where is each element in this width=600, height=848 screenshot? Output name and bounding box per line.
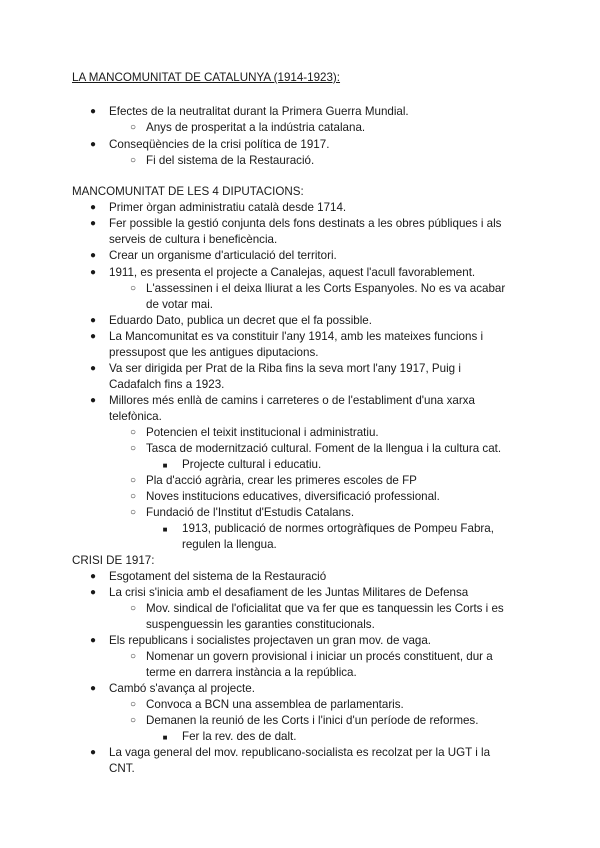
list-item: 1911, es presenta el projecte a Canalejas, aquest l'acull favorablement. — [109, 266, 476, 279]
bullet-disc: ● — [89, 106, 97, 117]
bullet-disc: ● — [89, 202, 97, 213]
page-title: LA MANCOMUNITAT DE CATALUNYA (1914-1923): — [72, 71, 341, 84]
bullet-circle: ○ — [129, 507, 137, 518]
bullet-disc: ● — [89, 395, 97, 406]
list-item-continuation: Cadafalch fins a 1923. — [109, 378, 225, 391]
bullet-disc: ● — [89, 587, 97, 598]
list-item: Projecte cultural i educatiu. — [182, 458, 322, 471]
bullet-disc: ● — [89, 218, 97, 229]
bullet-square: ■ — [162, 461, 168, 470]
bullet-circle: ○ — [129, 651, 137, 662]
list-item: Anys de prosperitat a la indústria catalana. — [146, 121, 366, 134]
list-item-continuation: de votar mai. — [146, 298, 214, 311]
bullet-disc: ● — [89, 571, 97, 582]
bullet-square: ■ — [162, 525, 168, 534]
list-item: Cambó s'avança al projecte. — [109, 682, 255, 695]
bullet-disc: ● — [89, 250, 97, 261]
list-item: Tasca de modernització cultural. Foment de la llengua i la cultura cat. — [146, 442, 502, 455]
list-item: Primer òrgan administratiu català desde 1714. — [109, 201, 347, 214]
list-item: Fi del sistema de la Restauració. — [146, 154, 315, 167]
list-item: Esgotament del sistema de la Restauració — [109, 570, 327, 583]
list-item: Crear un organisme d'articulació del territori. — [109, 249, 337, 262]
list-item-continuation: pressupost que les antigues diputacions. — [109, 346, 319, 359]
list-item: Fer la rev. des de dalt. — [182, 730, 297, 743]
bullet-circle: ○ — [129, 122, 137, 133]
bullet-disc: ● — [89, 363, 97, 374]
bullet-disc: ● — [89, 267, 97, 278]
list-item: Noves institucions educatives, diversificació professional. — [146, 490, 440, 503]
list-item: La crisi s'inicia amb el desafiament de les Juntas Militares de Defensa — [109, 586, 469, 599]
list-item: Millores més enllà de camins i carreteres o de l'establiment d'una xarxa — [109, 394, 475, 407]
section-title: MANCOMUNITAT DE LES 4 DIPUTACIONS: — [72, 185, 304, 198]
list-item-continuation: telefònica. — [109, 410, 162, 423]
list-item: Efectes de la neutralitat durant la Primera Guerra Mundial. — [109, 105, 409, 118]
list-item-continuation: serveis de cultura i beneficència. — [109, 233, 278, 246]
list-item: La Mancomunitat es va constituir l'any 1914, amb les mateixes funcions i — [109, 330, 484, 343]
list-item: 1913, publicació de normes ortogràfiques de Pompeu Fabra, — [182, 522, 494, 535]
bullet-circle: ○ — [129, 155, 137, 166]
bullet-disc: ● — [89, 315, 97, 326]
list-item: Nomenar un govern provisional i iniciar un procés constituent, dur a — [146, 650, 493, 663]
list-item-continuation: CNT. — [109, 762, 135, 775]
bullet-circle: ○ — [129, 283, 137, 294]
bullet-disc: ● — [89, 139, 97, 150]
list-item-continuation: terme en darrera instància a la república. — [146, 666, 357, 679]
list-item: Convoca a BCN una assemblea de parlamentaris. — [146, 698, 404, 711]
list-item: Els republicans i socialistes projectaven un gran mov. de vaga. — [109, 634, 432, 647]
bullet-circle: ○ — [129, 491, 137, 502]
bullet-circle: ○ — [129, 699, 137, 710]
bullet-circle: ○ — [129, 427, 137, 438]
list-item: L'assessinen i el deixa lliurat a les Corts Espanyoles. No es va acabar — [146, 282, 506, 295]
list-item: Eduardo Dato, publica un decret que el fa possible. — [109, 314, 372, 327]
bullet-circle: ○ — [129, 715, 137, 726]
list-item: Fundació de l'Institut d'Estudis Catalans. — [146, 506, 355, 519]
bullet-disc: ● — [89, 747, 97, 758]
section-title: CRISI DE 1917: — [72, 554, 155, 567]
list-item: Conseqüències de la crisi política de 1917. — [109, 138, 330, 151]
list-item: La vaga general del mov. republicano-socialista es recolzat per la UGT i la — [109, 746, 491, 759]
bullet-disc: ● — [89, 635, 97, 646]
bullet-circle: ○ — [129, 603, 137, 614]
list-item-continuation: regulen la llengua. — [182, 538, 277, 551]
list-item: Fer possible la gestió conjunta dels fons destinats a les obres públiques i als — [109, 217, 502, 230]
list-item: Demanen la reunió de les Corts i l'inici d'un període de reformes. — [146, 714, 479, 727]
list-item: Va ser dirigida per Prat de la Riba fins la seva mort l'any 1917, Puig i — [109, 362, 461, 375]
bullet-square: ■ — [162, 733, 168, 742]
list-item: Mov. sindical de l'oficialitat que va fer que es tanquessin les Corts i es — [146, 602, 504, 615]
list-item: Pla d'acció agrària, crear les primeres escoles de FP — [146, 474, 417, 487]
list-item: Potencien el teixit institucional i administratiu. — [146, 426, 379, 439]
list-item-continuation: suspenguessin les garanties constitucionals. — [146, 618, 375, 631]
bullet-circle: ○ — [129, 443, 137, 454]
bullet-circle: ○ — [129, 475, 137, 486]
bullet-disc: ● — [89, 683, 97, 694]
bullet-disc: ● — [89, 331, 97, 342]
